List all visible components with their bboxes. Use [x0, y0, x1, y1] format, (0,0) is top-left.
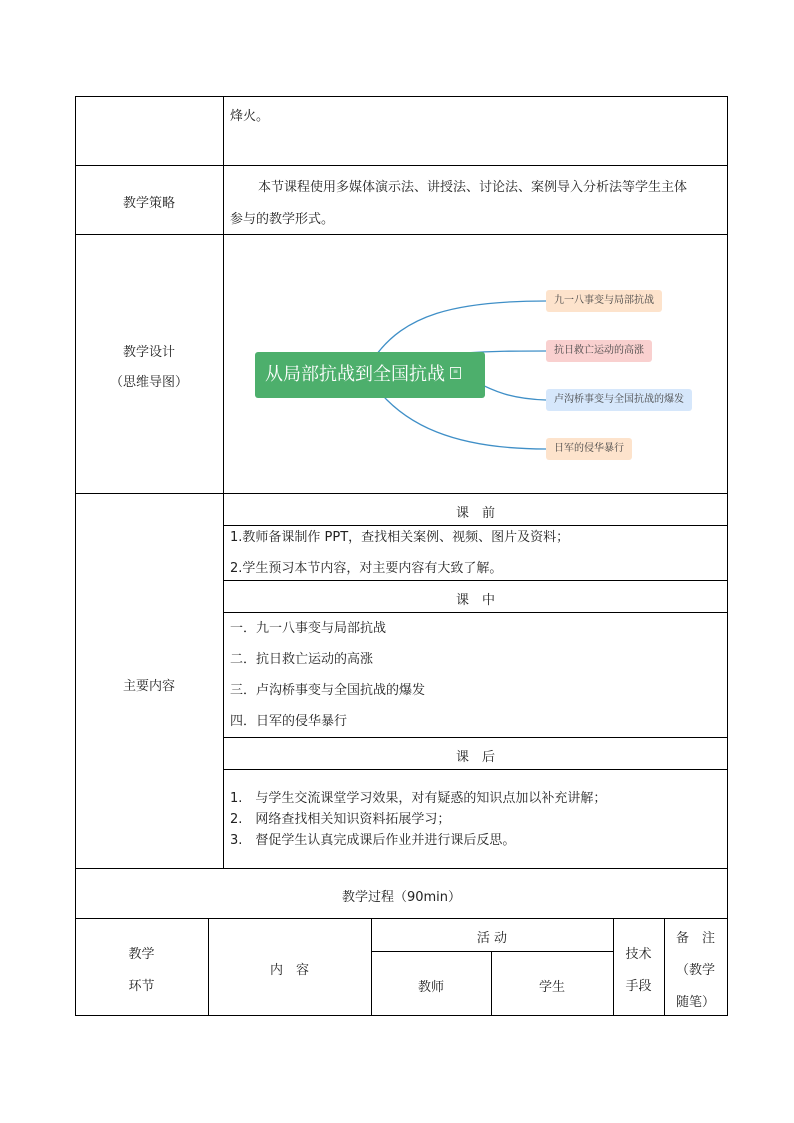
process-title: 教学过程（90min）	[341, 890, 462, 905]
header-activity: 活 动	[476, 931, 508, 946]
connector-1	[374, 301, 546, 358]
header-tech-line2: 手段	[625, 979, 652, 994]
during-item-4: 四．日军的侵华暴行	[230, 714, 348, 729]
after-item-2: 2. 网络查找相关知识资料拓展学习；	[230, 812, 451, 827]
before-class-title: 课 前	[455, 506, 495, 521]
during-item-2: 二．抗日救亡运动的高涨	[230, 652, 374, 667]
strategy-text-line2: 参与的教学形式。	[230, 212, 335, 227]
design-label-line1: 教学设计	[122, 345, 175, 360]
during-class-title: 课 中	[455, 593, 495, 608]
strategy-text-line1: 本节课程使用多媒体演示法、讲授法、讨论法、案例导入分析法等学生主体	[258, 180, 688, 195]
mindmap-branch-3: 卢沟桥事变与全国抗战的爆发	[546, 389, 692, 411]
header-content: 内 容	[269, 963, 309, 978]
note-icon: ≡	[450, 367, 461, 379]
continued-text: 烽火。	[230, 109, 270, 124]
mindmap-branch-2: 抗日救亡运动的高涨	[546, 340, 652, 362]
during-item-3: 三．卢沟桥事变与全国抗战的爆发	[230, 683, 426, 698]
after-class-title: 课 后	[455, 750, 495, 765]
mindmap-root	[255, 352, 485, 398]
strategy-label: 教学策略	[122, 196, 175, 211]
header-teacher: 教师	[417, 980, 444, 995]
header-stage-line2: 环节	[128, 979, 155, 994]
mindmap-branch-1: 九一八事变与局部抗战	[546, 290, 662, 312]
header-notes-line1: 备 注	[675, 931, 715, 946]
main-content-label: 主要内容	[122, 679, 175, 694]
before-item-1: 1.教师备课制作 PPT，查找相关案例、视频、图片及资料；	[230, 530, 570, 545]
design-label-line2: （思维导图）	[109, 375, 188, 390]
before-item-2: 2.学生预习本节内容，对主要内容有大致了解。	[230, 561, 503, 576]
after-item-3: 3. 督促学生认真完成课后作业并进行课后反思。	[230, 833, 516, 848]
mindmap-branch-4: 日军的侵华暴行	[546, 438, 632, 460]
during-item-1: 一．九一八事变与局部抗战	[230, 621, 387, 636]
header-stage-line1: 教学	[128, 947, 155, 962]
mindmap-root-label: 从局部抗战到全国抗战	[265, 364, 445, 385]
header-notes-line2: （教学	[675, 963, 715, 978]
header-student: 学生	[538, 980, 565, 995]
header-tech-line1: 技术	[625, 947, 652, 962]
header-notes-line3: 随笔）	[675, 995, 715, 1010]
after-item-1: 1. 与学生交流课堂学习效果，对有疑惑的知识点加以补充讲解；	[230, 791, 607, 806]
